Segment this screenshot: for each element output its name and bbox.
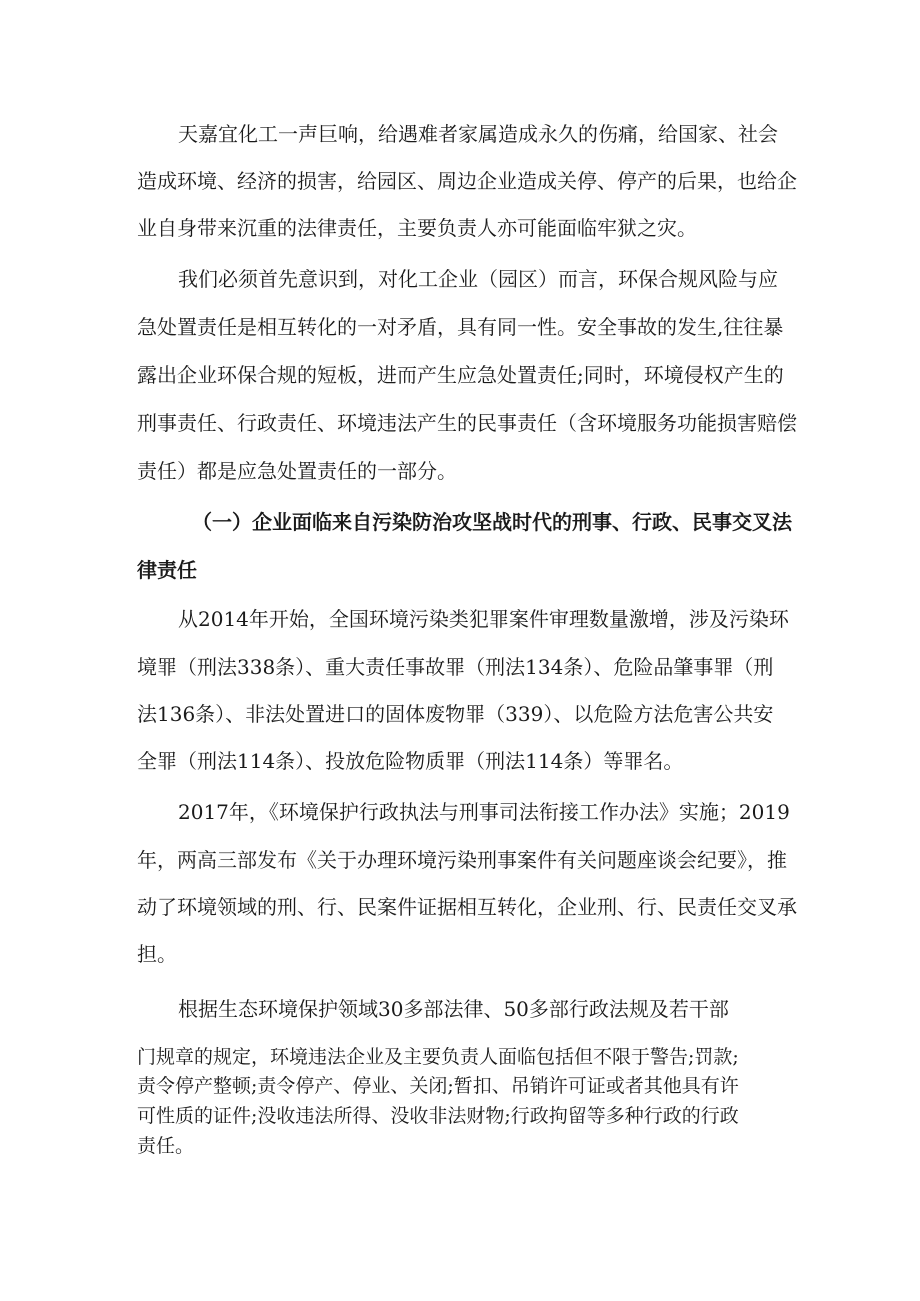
paragraph-6-line-1: 门规章的规定，环境违法企业及主要负责人面临包括但不限于警告;罚款; <box>137 1046 739 1068</box>
paragraph-2-line-5: 责任）都是应急处置责任的一部分。 <box>137 459 457 483</box>
paragraph-1-line-3: 业自身带来沉重的法律责任，主要负责人亦可能面临牢狱之灾。 <box>137 216 697 240</box>
paragraph-4-line-3: 动了环境领域的刑、行、民案件证据相互转化，企业刑、行、民责任交叉承 <box>137 895 797 919</box>
paragraph-4-line-2: 年，两高三部发布《关于办理环境污染刑事案件有关问题座谈会纪要》，推 <box>137 848 787 872</box>
paragraph-3-line-1: 从2014年开始，全国环境污染类犯罪案件审理数量激增，涉及污染环 <box>178 607 789 631</box>
paragraph-2-line-3: 露出企业环保合规的短板，进而产生应急处置责任;同时，环境侵权产生的 <box>137 363 784 387</box>
paragraph-6-line-3: 可性质的证件;没收违法所得、没收非法财物;行政拘留等多种行政的行政 <box>137 1105 739 1127</box>
paragraph-5-line-1: 根据生态环境保护领域30多部法律、50多部行政法规及若干部 <box>178 997 729 1021</box>
paragraph-3-line-4: 全罪（刑法114条）、投放危险物质罪（刑法114条）等罪名。 <box>137 749 684 773</box>
paragraph-2-line-4: 刑事责任、行政责任、环境违法产生的民事责任（含环境服务功能损害赔偿 <box>137 411 797 435</box>
paragraph-2-line-2: 急处置责任是相互转化的一对矛盾，具有同一性。安全事故的发生,往往暴 <box>137 315 784 339</box>
paragraph-4-line-1: 2017年，《环境保护行政执法与刑事司法衔接工作办法》实施；2019 <box>178 800 790 824</box>
paragraph-2-line-1: 我们必须首先意识到，对化工企业（园区）而言，环保合规风险与应 <box>178 267 778 291</box>
paragraph-6-line-4: 责任。 <box>137 1135 195 1157</box>
paragraph-4-line-4: 担。 <box>137 942 177 966</box>
paragraph-6-line-2: 责令停产整顿;责令停产、停业、关闭;暂扣、吊销许可证或者其他具有许 <box>137 1075 739 1097</box>
section-heading-line-1: （一）企业面临来自污染防治攻坚战时代的刑事、行政、民事交叉法 <box>192 510 792 534</box>
paragraph-1-line-1: 天嘉宜化工一声巨响，给遇难者家属造成永久的伤痛，给国家、社会 <box>178 122 778 146</box>
paragraph-3-line-3: 法136条）、非法处置进口的固体废物罪（339）、以危险方法危害公共安 <box>137 702 774 726</box>
section-heading-line-2: 律责任 <box>137 558 197 582</box>
paragraph-3-line-2: 境罪（刑法338条）、重大责任事故罪（刑法134条）、危险品肇事罪（刑 <box>137 655 774 679</box>
paragraph-1-line-2: 造成环境、经济的损害，给园区、周边企业造成关停、停产的后果，也给企 <box>137 169 797 193</box>
